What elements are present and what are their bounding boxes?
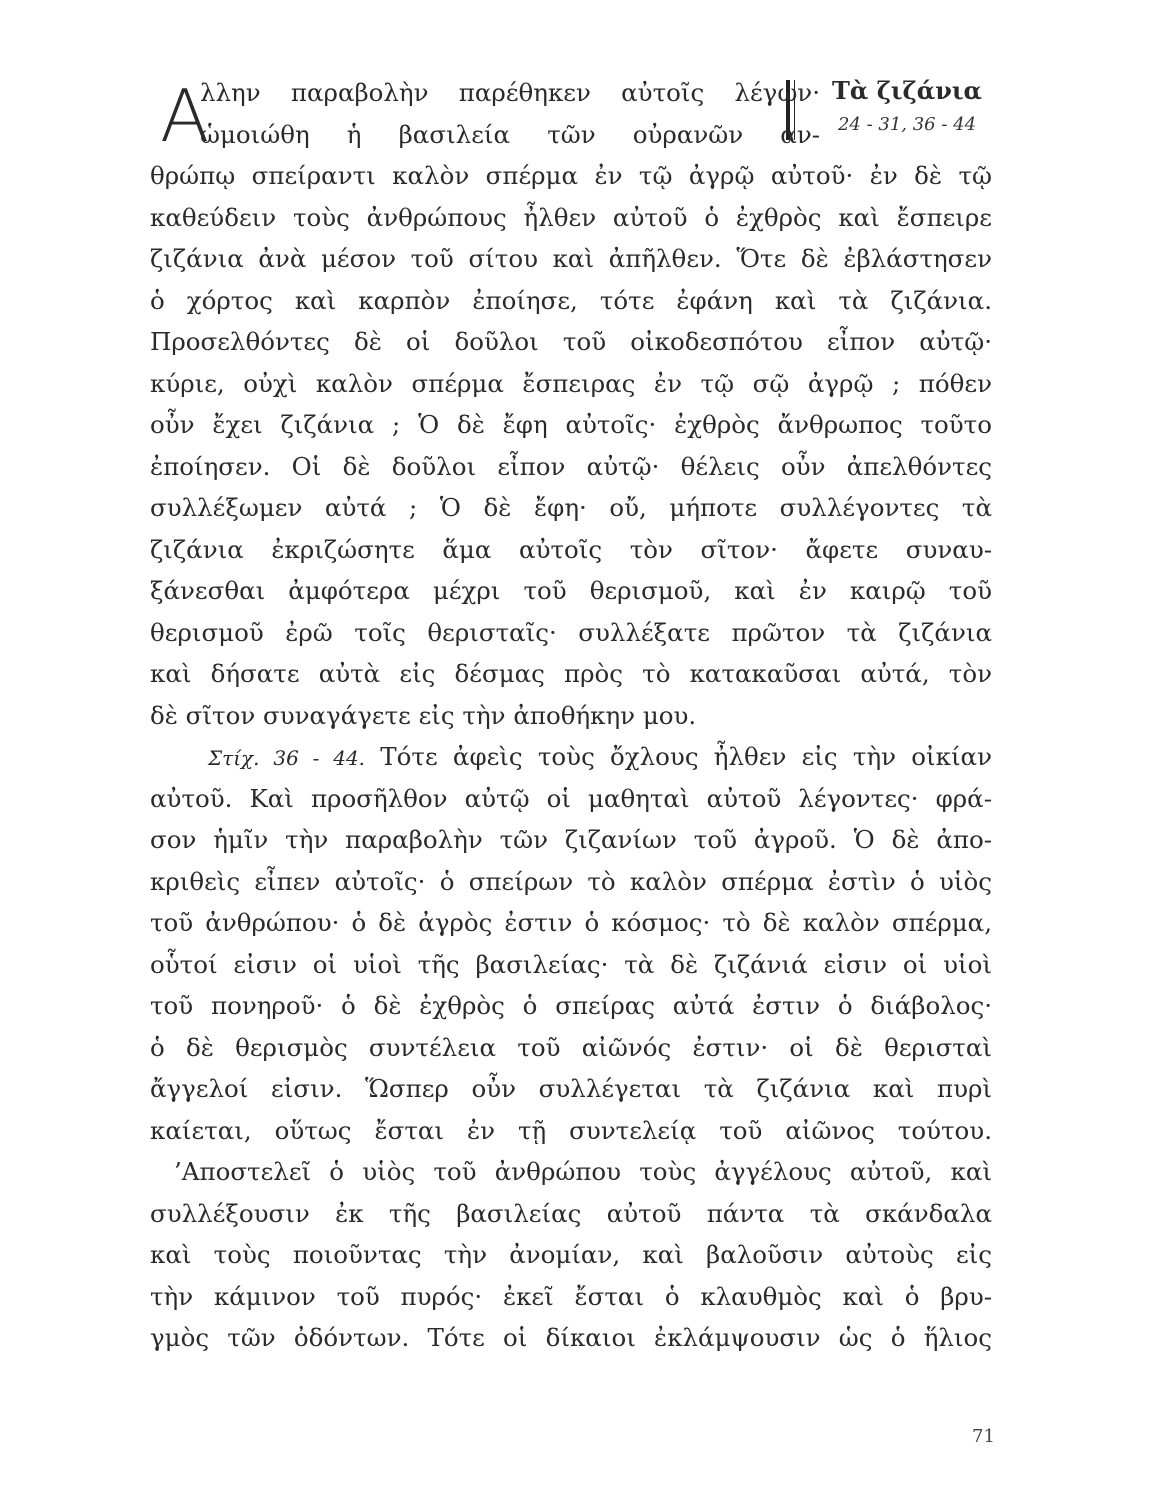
text-line: ὁ δὲ θερισμὸς συντέλεια τοῦ αἰῶνός ἐστιν· οἱ δὲ θερισταὶ bbox=[150, 1032, 992, 1062]
text-line: ’Αποστελεῖ ὁ υἱὸς τοῦ ἀνθρώπου τοὺς ἀγγέλους αὐτοῦ, καὶ bbox=[174, 1157, 992, 1186]
text-line: ἐποίησεν. Οἱ δὲ δοῦλοι εἶπον αὐτῷ· θέλεις οὖν ἀπελθόντες bbox=[150, 451, 992, 481]
paragraph-3 bbox=[150, 1151, 992, 1359]
text-line: ξάνεσθαι ἀμφότερα μέχρι τοῦ θερισμοῦ, καὶ ἐν καιρῷ τοῦ bbox=[150, 576, 992, 605]
text-line: θρώπῳ σπείραντι καλὸν σπέρμα ἐν τῷ ἀγρῷ αὐτοῦ· ἐν δὲ τῷ bbox=[150, 161, 992, 190]
text-line: ἄγγελοί εἰσιν. Ὥσπερ οὖν συλλέγεται τὰ ζιζάνια καὶ πυρὶ bbox=[150, 1074, 992, 1103]
text-line: κύριε, οὐχὶ καλὸν σπέρμα ἔσπειρας ἐν τῷ σῷ ἀγρῷ ; πόθεν bbox=[150, 368, 992, 398]
margin-note-title: Τὰ ζιζάνια bbox=[832, 76, 982, 105]
text-line: θερισμοῦ ἐρῶ τοῖς θερισταῖς· συλλέξατε πρῶτον τὰ ζιζάνια bbox=[150, 617, 992, 647]
text-line: κριθεὶς εἶπεν αὐτοῖς· ὁ σπείρων τὸ καλὸν σπέρμα ἐστὶν ὁ υἱὸς bbox=[150, 866, 992, 896]
text-line: τὴν κάμινον τοῦ πυρός· ἐκεῖ ἔσται ὁ κλαυθμὸς καὶ ὁ βρυ- bbox=[150, 1281, 992, 1311]
verse-reference: Στίχ. 36 - 44. bbox=[208, 746, 366, 770]
text-line: οὗτοί εἰσιν οἱ υἱοὶ τῆς βασιλείας· τὰ δὲ ζιζάνιά εἰσιν οἱ υἱοὶ bbox=[150, 949, 992, 979]
drop-cap: Α bbox=[160, 74, 210, 158]
paragraph-1 bbox=[150, 155, 992, 736]
text-line: ζιζάνια ἀνὰ μέσον τοῦ σίτου καὶ ἀπῆλθεν. Ὅτε δὲ ἐβλάστησεν bbox=[150, 244, 992, 273]
main-text bbox=[150, 72, 992, 1359]
text-line: σον ἡμῖν τὴν παραβολὴν τῶν ζιζανίων τοῦ ἀγροῦ. Ὁ δὲ ἀπο- bbox=[150, 825, 992, 854]
text-line: τοῦ πονηροῦ· ὁ δὲ ἐχθρὸς ὁ σπείρας αὐτά ἐστιν ὁ διάβολος· bbox=[150, 991, 992, 1020]
text-line: γμὸς τῶν ὀδόντων. Τότε οἱ δίκαιοι ἐκλάμψουσιν ὡς ὁ ἥλιος bbox=[150, 1323, 992, 1352]
verse-line-text: Τότε ἀφεὶς τοὺς ὄχλους ἦλθεν εἰς τὴν οἰκίαν bbox=[380, 742, 992, 771]
text-line: δὲ σῖτον συναγάγετε εἰς τὴν ἀποθήκην μου. bbox=[150, 700, 697, 730]
opening-paragraph bbox=[150, 72, 992, 158]
text-line: καίεται, οὕτως ἔσται ἐν τῇ συντελείᾳ τοῦ αἰῶνος τούτου. bbox=[150, 1115, 992, 1145]
text-line: λλην παραβολὴν παρέθηκεν αὐτοῖς λέγων· bbox=[200, 78, 820, 107]
margin-note-reference: 24 - 31, 36 - 44 bbox=[837, 114, 977, 135]
text-line: αὐτοῦ. Καὶ προσῆλθον αὐτῷ οἱ μαθηταὶ αὐτοῦ λέγοντες· φρά- bbox=[150, 783, 992, 813]
paragraph-2 bbox=[150, 736, 992, 1151]
text-line: συλλέξουσιν ἐκ τῆς βασιλείας αὐτοῦ πάντα τὰ σκάνδαλα bbox=[150, 1198, 992, 1228]
text-line: καὶ τοὺς ποιοῦντας τὴν ἀνομίαν, καὶ βαλοῦσιν αὐτοὺς εἰς bbox=[150, 1240, 992, 1269]
text-line: οὖν ἔχει ζιζάνια ; Ὁ δὲ ἔφη αὐτοῖς· ἐχθρὸς ἄνθρωπος τοῦτο bbox=[150, 410, 992, 439]
text-line bbox=[150, 736, 992, 778]
text-line: ὁ χόρτος καὶ καρπὸν ἐποίησε, τότε ἐφάνη καὶ τὰ ζιζάνια. bbox=[150, 285, 992, 315]
text-line: ζιζάνια ἐκριζώσητε ἅμα αὐτοῖς τὸν σῖτον· ἄφετε συναυ- bbox=[150, 534, 992, 564]
text-line: καθεύδειν τοὺς ἀνθρώπους ἦλθεν αὐτοῦ ὁ ἐχθρὸς καὶ ἔσπειρε bbox=[150, 202, 992, 232]
page-number: 71 bbox=[972, 1426, 995, 1447]
text-line: τοῦ ἀνθρώπου· ὁ δὲ ἀγρὸς ἐστιν ὁ κόσμος· τὸ δὲ καλὸν σπέρμα, bbox=[150, 908, 992, 937]
text-line: καὶ δήσατε αὐτὰ εἰς δέσμας πρὸς τὸ κατακαῦσαι αὐτά, τὸν bbox=[150, 659, 992, 688]
text-line: ὡμοιώθη ἡ βασιλεία τῶν οὐρανῶν ἀν- bbox=[200, 119, 820, 149]
text-line: συλλέξωμεν αὐτά ; Ὁ δὲ ἔφη· οὔ, μήποτε συλλέγοντες τὰ bbox=[150, 493, 992, 522]
text-line: Προσελθόντες δὲ οἱ δοῦλοι τοῦ οἰκοδεσπότου εἶπον αὐτῷ· bbox=[150, 327, 992, 356]
